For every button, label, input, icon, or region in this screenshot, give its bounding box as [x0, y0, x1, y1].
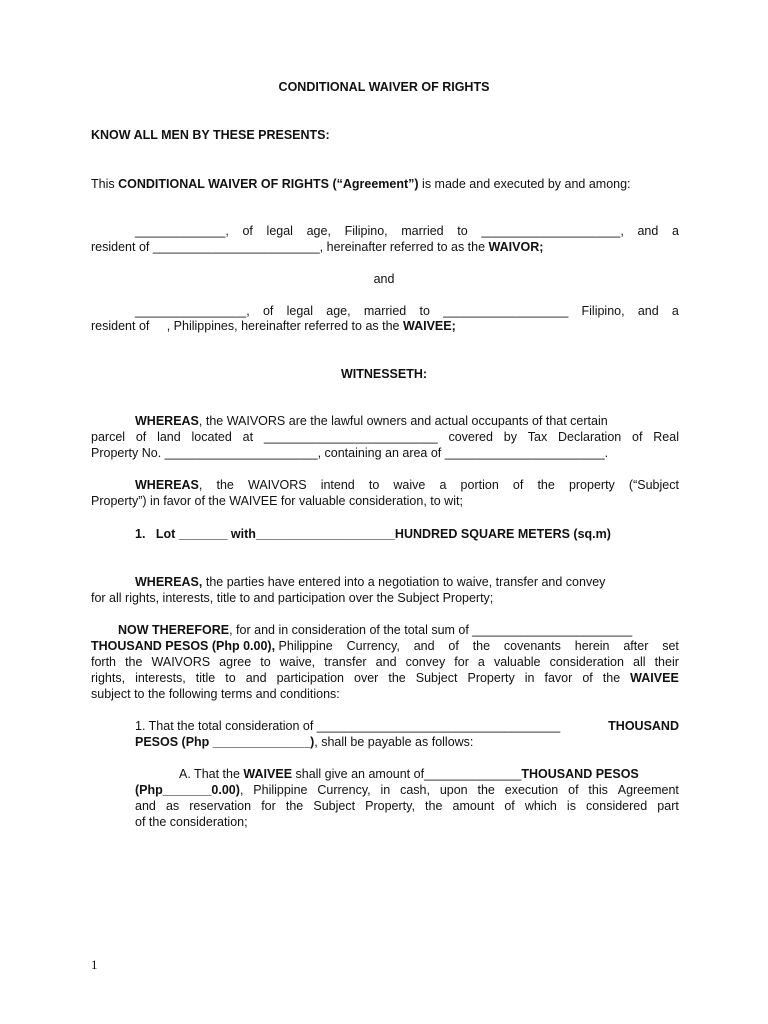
condition1-line-1: [135, 718, 679, 734]
word: and: [413, 639, 435, 653]
now-therefore-text: , for and in consideration of the total sum of _______________________: [229, 623, 633, 637]
word: of: [242, 224, 253, 238]
conditionA-line-3: [135, 798, 679, 814]
word: _____________,: [135, 224, 229, 238]
whereas2-line-1: [135, 477, 679, 493]
word: of: [262, 304, 274, 318]
word: set: [662, 639, 679, 653]
word: over: [354, 671, 379, 685]
word: the: [388, 671, 406, 685]
word: part: [657, 799, 679, 813]
whereas-keyword: WHEREAS: [135, 414, 199, 428]
word: covered: [448, 430, 493, 444]
word: portion: [460, 478, 499, 492]
word: which: [524, 799, 557, 813]
word: _________________________: [263, 430, 438, 444]
word: WAIVEE: [630, 671, 679, 685]
word: Declaration: [558, 430, 622, 444]
word: legal: [266, 224, 293, 238]
word: and: [375, 655, 397, 669]
word: Real: [653, 430, 679, 444]
now-therefore-line-1: [118, 622, 679, 638]
word: for: [454, 655, 469, 669]
word: Property: [467, 671, 515, 685]
conditionA-waivee: WAIVEE: [243, 767, 293, 781]
condition1-php: PESOS (Php ______________): [135, 735, 315, 749]
word: the: [602, 671, 621, 685]
word: forth: [91, 655, 117, 669]
whereas-keyword: WHEREAS: [135, 478, 199, 492]
word: Property,: [365, 799, 415, 813]
word: WAIVORS: [248, 478, 307, 492]
word: Subject: [313, 799, 356, 813]
word: __________________: [443, 304, 569, 318]
word: by: [503, 430, 517, 444]
word: intend: [320, 478, 355, 492]
waivor-line-2: [91, 239, 679, 255]
word: at: [242, 430, 254, 444]
word: Tax: [527, 430, 548, 444]
condition1-text-2: , shall be payable as follows:: [314, 735, 474, 749]
word: married: [363, 304, 407, 318]
lot-item: 1. Lot _______ with____________________HUNDRED SQUARE METERS (sq.m): [135, 527, 611, 541]
intro-text-end: is made and executed by and among:: [418, 177, 631, 191]
intro-agreement-name: CONDITIONAL WAIVER OF RIGHTS (“Agreement”): [118, 177, 419, 191]
page-number: 1: [91, 957, 98, 972]
word: the: [285, 799, 304, 813]
whereas3-line-2: for all rights, interests, title to and participation over the Subject Property;: [91, 591, 494, 605]
word: Subject: [415, 671, 458, 685]
now-therefore-text-2: [275, 638, 679, 654]
word: of: [632, 430, 643, 444]
intro-text: This: [91, 177, 119, 191]
word: to: [368, 478, 380, 492]
waivee-line-1: [135, 303, 679, 319]
word: execution: [504, 783, 559, 797]
word: participation: [276, 671, 344, 685]
conditionA-text: A. That the: [179, 767, 244, 781]
word: Currency,: [346, 639, 400, 653]
waivor-label: WAIVOR;: [488, 240, 544, 254]
word: to: [419, 304, 430, 318]
word: of: [512, 478, 524, 492]
word: Philippine: [253, 783, 308, 797]
intro-paragraph: [91, 176, 679, 192]
word: ____________________,: [481, 224, 624, 238]
word: all: [633, 655, 646, 669]
word: to: [260, 655, 271, 669]
word: considered: [586, 799, 648, 813]
word: Currency,: [317, 783, 371, 797]
conditionA-php: (Php_______0.00): [135, 783, 240, 797]
word: Philippine: [275, 639, 333, 653]
whereas-keyword: WHEREAS,: [135, 575, 203, 589]
word: age,: [306, 224, 331, 238]
word: transfer: [324, 655, 367, 669]
word: for: [261, 799, 276, 813]
word: valuable: [493, 655, 541, 669]
word: ,: [198, 478, 203, 492]
word: herein: [574, 639, 610, 653]
conditionA-amount-label: THOUSAND PESOS: [521, 767, 639, 781]
waivor-line-1: [135, 223, 679, 239]
conditionA-line-1: [179, 766, 679, 782]
now-therefore-keyword: NOW THEREFORE: [118, 623, 230, 637]
condition1-line-2: [135, 734, 723, 750]
word: of: [448, 639, 459, 653]
word: rights,: [91, 671, 126, 685]
word: Filipino,: [581, 304, 625, 318]
conditionA-line-2: [135, 782, 679, 798]
amount-label: THOUSAND PESOS (Php 0.00),: [91, 639, 276, 653]
word: upon: [439, 783, 468, 797]
condition1-amount-label: THOUSAND: [608, 719, 679, 733]
conditionA-text-3: [240, 782, 679, 798]
word: convey: [405, 655, 446, 669]
word: land: [157, 430, 181, 444]
word: this: [588, 783, 608, 797]
word: and: [637, 224, 659, 238]
word: legal: [286, 304, 314, 318]
now-therefore-line-4: [91, 670, 679, 686]
word: their: [654, 655, 679, 669]
word: ________________,: [135, 304, 250, 318]
waivee-label: WAIVEE;: [402, 319, 456, 333]
word: a: [671, 224, 679, 238]
word: after: [623, 639, 649, 653]
waivee-text: resident of , Philippines, hereinafter referred to as the: [91, 319, 403, 333]
condition1-text: 1. That the total consideration of ___________________________________: [135, 719, 561, 733]
word: the: [537, 478, 555, 492]
whereas1-line-3: Property No. ______________________, containing an area of _______________________.: [91, 446, 609, 460]
whereas3-text: the parties have entered into a negotiation to waive, transfer and convey: [202, 575, 606, 589]
word: in: [524, 671, 535, 685]
word: title: [195, 671, 216, 685]
word: a: [477, 655, 485, 669]
word: waive,: [279, 655, 316, 669]
word: amount: [452, 799, 495, 813]
word: (“Subject: [628, 478, 679, 492]
word: favor: [544, 671, 573, 685]
word: the: [477, 783, 495, 797]
word: of: [582, 671, 593, 685]
whereas3-line-1: [135, 574, 679, 590]
whereas1-line-2: [91, 429, 679, 445]
word: agree: [219, 655, 252, 669]
word: reservation: [189, 799, 252, 813]
know-all-heading: KNOW ALL MEN BY THESE PRESENTS:: [91, 128, 330, 142]
word: covenants: [503, 639, 561, 653]
word: located: [191, 430, 232, 444]
word: and: [135, 799, 156, 813]
word: parcel: [91, 430, 126, 444]
word: married: [401, 224, 444, 238]
word: waive: [393, 478, 426, 492]
waivee-line-2: [91, 318, 679, 334]
word: as: [165, 799, 180, 813]
whereas1-line-1: [135, 413, 679, 429]
word: consideration: [549, 655, 624, 669]
word: is: [566, 799, 576, 813]
word: of: [568, 783, 579, 797]
whereas1-text: , the WAIVORS are the lawful owners and actual occupants of that certain: [198, 414, 608, 428]
word: property: [568, 478, 615, 492]
word: Filipino,: [344, 224, 388, 238]
word: Agreement: [617, 783, 679, 797]
conditionA-line-4: of the consideration;: [135, 815, 248, 829]
whereas2-line-2: Property”) in favor of the WAIVEE for valuable consideration, to wit;: [91, 494, 463, 508]
word: a: [671, 304, 679, 318]
witnesseth-heading: WITNESSETH:: [340, 367, 428, 381]
word: of: [504, 799, 515, 813]
and-separator: and: [373, 272, 395, 286]
word: ,: [239, 783, 244, 797]
word: cash,: [400, 783, 430, 797]
waivor-text: resident of ________________________, hereinafter referred to as the: [91, 240, 489, 254]
word: interests,: [135, 671, 186, 685]
now-therefore-line-3: [91, 654, 679, 670]
conditionA-text-2: shall give an amount of______________: [292, 767, 522, 781]
word: and: [245, 671, 267, 685]
whereas2-text: [199, 477, 679, 493]
document-title: CONDITIONAL WAIVER OF RIGHTS: [278, 80, 490, 94]
word: the: [125, 655, 143, 669]
word: age,: [326, 304, 351, 318]
word: to: [225, 671, 236, 685]
word: of: [135, 430, 147, 444]
now-therefore-line-5: subject to the following terms and conditions:: [91, 687, 340, 701]
word: the: [425, 799, 443, 813]
word: a: [439, 478, 447, 492]
word: in: [380, 783, 391, 797]
word: the: [472, 639, 491, 653]
now-therefore-line-2: [91, 638, 679, 654]
word: and: [637, 304, 659, 318]
word: the: [216, 478, 234, 492]
word: to: [457, 224, 468, 238]
word: WAIVORS: [151, 655, 211, 669]
